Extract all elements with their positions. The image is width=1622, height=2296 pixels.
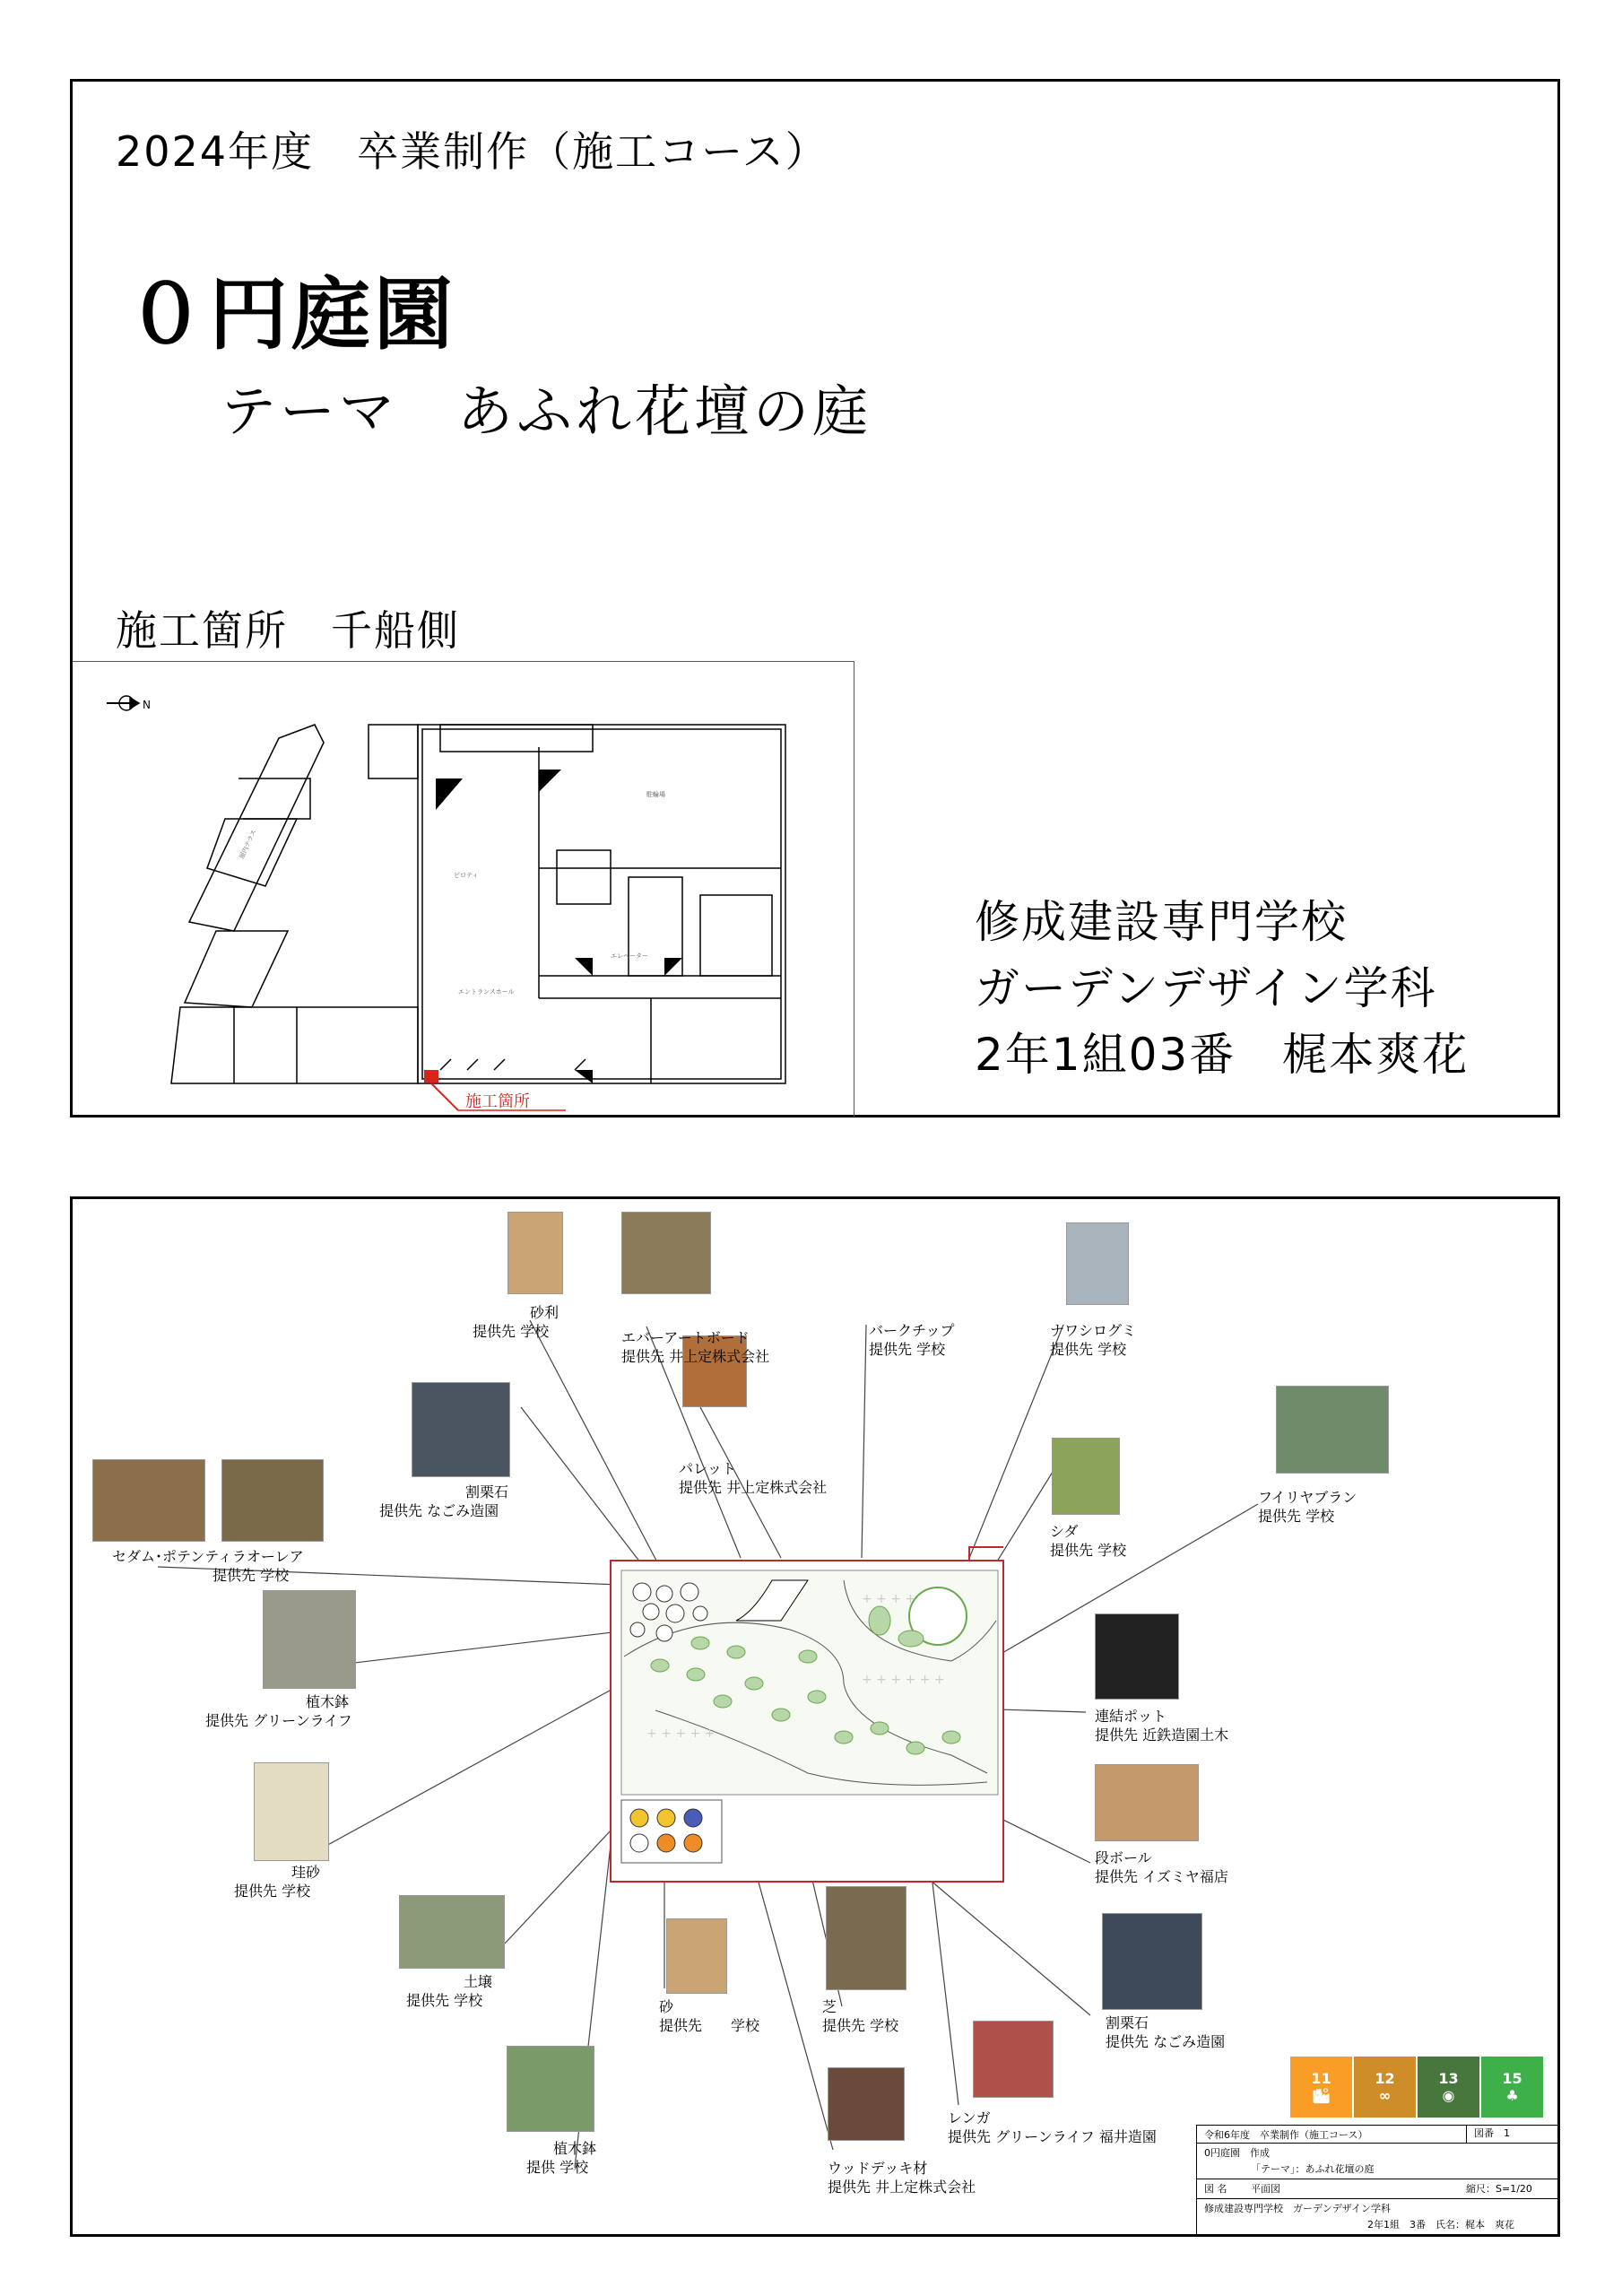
wood-deck-photo <box>828 2067 905 2141</box>
label-cardboard: 段ボール 提供先 イズミヤ福店 <box>1095 1849 1228 1885</box>
title-block-theme: 「テーマ」：あふれ花壇の庭 <box>1251 2163 1375 2175</box>
sdg-15-icon: 15 ♣ <box>1481 2057 1543 2118</box>
label-split-stone: 割栗石 提供先 なごみ造園 <box>379 1483 509 1519</box>
title-block-row-2 <box>1197 2144 1557 2179</box>
north-arrow-icon <box>107 696 151 711</box>
label-everart-board: エバーアートボード 提供先 井上定株式会社 <box>621 1329 770 1365</box>
svg-text:+ + + +: + + + + <box>862 1592 916 1606</box>
label-split-stone-2: 割栗石 提供先 なごみ造園 <box>1106 2014 1226 2050</box>
label-planter-pot-2: 植木鉢 提供 学校 <box>526 2140 597 2176</box>
fern-photo <box>1052 1438 1120 1515</box>
planter-photo <box>507 2046 594 2132</box>
shrub-photo <box>1066 1222 1129 1305</box>
title-block-row-4 <box>1197 2199 1557 2235</box>
label-sedum: セダム･ポテンティラオーレア 提供先 学校 <box>112 1548 304 1584</box>
cover-panel <box>70 79 1560 1118</box>
department-name: ガーデンデザイン学科 <box>975 962 1437 1014</box>
cardboard-photo <box>1095 1764 1199 1841</box>
sedum-photo-2 <box>221 1459 324 1542</box>
title-block-drawing-label: 図 名 <box>1204 2183 1227 2195</box>
svg-text:+ + + + + +: + + + + + + <box>862 1673 945 1687</box>
site-map <box>73 661 854 1117</box>
garden-outline <box>611 1547 1003 1882</box>
soil-photo <box>399 1895 505 1969</box>
title-block-scale: 縮尺：S=1/20 <box>1466 2183 1532 2195</box>
building-floor-plan <box>73 662 854 1118</box>
student-name: 2年1組03番 梶本爽花 <box>975 1029 1470 1081</box>
label-silica-sand: 珪砂 提供先 学校 <box>234 1864 321 1900</box>
sdg-12-icon: 12 ∞ <box>1354 2057 1418 2118</box>
title-block-project: 0円庭園 作成 <box>1204 2147 1270 2159</box>
sdg-11-icon: 11 🏙 <box>1290 2057 1354 2118</box>
drawing-title-block <box>1196 2125 1558 2236</box>
stone-photo <box>412 1382 510 1477</box>
title-block-student: 2年1組 3番 氏名：梶本 爽花 <box>1367 2219 1514 2231</box>
label-linked-pot: 連結ポット 提供先 近鉄造園土木 <box>1095 1708 1229 1744</box>
label-wood-deck: ウッドデッキ材 提供先 井上定株式会社 <box>828 2160 976 2196</box>
title-block-course: 令和6年度 卒業制作（施工コース） <box>1204 2129 1368 2141</box>
pot-photo <box>263 1590 356 1689</box>
svg-text:ピロティ: ピロティ <box>454 872 479 879</box>
theme-line: テーマ あふれ花壇の庭 <box>221 378 872 444</box>
svg-text:駐輪場: 駐輪場 <box>646 791 665 798</box>
svg-text:エレベーター: エレベーター <box>611 952 648 960</box>
label-sand: 砂 提供先 学校 <box>659 1998 760 2034</box>
sdg-badges <box>1290 2057 1543 2118</box>
turf-photo <box>826 1886 906 1990</box>
svg-text:+ + + + +: + + + + + <box>646 1726 716 1741</box>
label-nawashirogumi: ナワシログミ 提供先 学校 <box>1050 1322 1137 1358</box>
brick-photo <box>973 2021 1054 2098</box>
label-gravel: 砂利 提供先 学校 <box>473 1304 559 1340</box>
site-line: 施工箇所 千船側 <box>116 606 460 655</box>
sand-photo <box>666 1918 727 1994</box>
label-pallet: パレット 提供先 井上定株式会社 <box>679 1460 828 1496</box>
label-brick: レンガ 提供先 グリーンライフ 福井造園 <box>948 2109 1157 2145</box>
svg-text:エントランスホール: エントランスホール <box>458 988 515 996</box>
silica-sand-photo <box>254 1762 329 1861</box>
gravel-photo <box>507 1212 563 1294</box>
liriope-photo <box>1276 1386 1389 1474</box>
label-bark-chip: バークチップ 提供先 学校 <box>869 1322 955 1358</box>
label-soil: 土壌 提供先 学校 <box>406 1973 493 2009</box>
stone-photo-2 <box>1102 1913 1202 2010</box>
label-fern: シダ 提供先 学校 <box>1050 1523 1127 1559</box>
svg-text:N: N <box>143 699 151 711</box>
school-name: 修成建設専門学校 <box>975 896 1348 948</box>
svg-text:屋内テラス: 屋内テラス <box>238 828 258 860</box>
sdg-13-icon: 13 ◉ <box>1418 2057 1481 2118</box>
project-title: ０円庭園 <box>126 268 457 361</box>
school-block <box>975 889 1469 1088</box>
plan-panel <box>70 1196 1560 2237</box>
site-marker-label: 施工箇所 <box>465 1092 530 1111</box>
title-block-sheet-no: 図番 1 <box>1466 2126 1510 2144</box>
title-block-drawing-name: 平面図 <box>1251 2183 1280 2195</box>
title-block-school: 修成建設専門学校 ガーデンデザイン学科 <box>1204 2203 1392 2214</box>
label-turf: 芝 提供先 学校 <box>822 1998 899 2034</box>
linked-pot-photo <box>1095 1613 1179 1700</box>
label-liriope: フイリヤブラン 提供先 学校 <box>1258 1489 1357 1525</box>
title-block-row-3 <box>1197 2179 1557 2199</box>
sedum-photo-1 <box>92 1459 205 1542</box>
course-header: 2024年度 卒業制作（施工コース） <box>116 127 828 176</box>
label-planter-pot: 植木鉢 提供先 グリーンライフ <box>205 1693 352 1729</box>
board-photo <box>621 1212 711 1294</box>
title-block-row-1 <box>1197 2126 1557 2144</box>
